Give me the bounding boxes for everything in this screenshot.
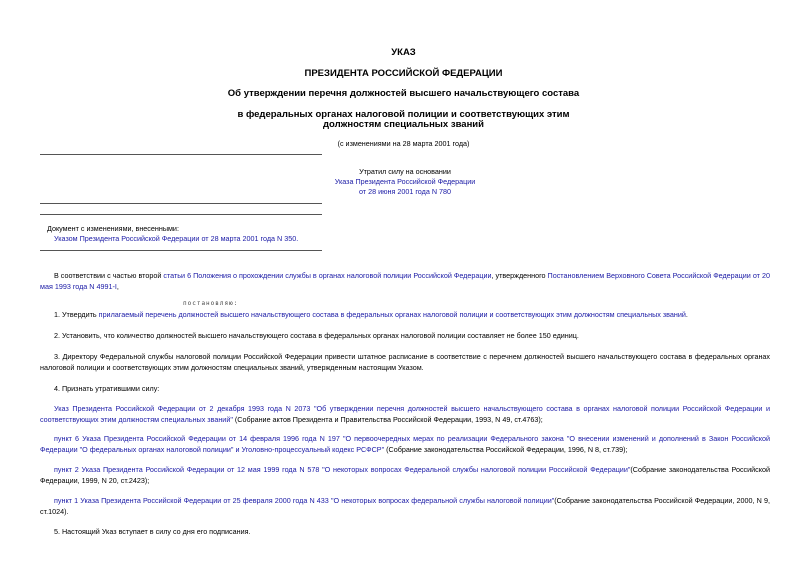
validity-note: Утратил силу на основании [359,167,451,176]
decree-word: постановляю: [183,300,239,307]
divider [40,250,322,251]
preamble-link-statute[interactable]: статьи 6 Положения о прохождении службы в органах налоговой полиции Российской Федерации [163,271,492,280]
decree-title: УКАЗ [391,47,416,58]
preamble-text: , утвержденного [491,271,548,280]
repealed-3-link[interactable]: пункт 2 Указа Президента Российской Федерации от 12 мая 1999 года N 578 "О некоторых вопросах Федеральной службы налоговой полиции Российской Федерации" [54,465,631,474]
subject-line-3: должностям специальных званий [323,119,484,130]
item-1 [40,310,770,321]
item-1-link[interactable]: прилагаемый перечень должностей высшего начальствующего состава в федеральных органах налоговой полиции и соответствующих этим должностям специальных званий [98,310,686,319]
repealed-1-source: (Собрание актов Президента и Правительства Российской Федерации, 1993, N 49, ст.4763); [232,414,543,424]
repealed-2 [40,434,770,455]
item-3: 3. Директору Федеральной службы налоговой полиции Российской Федерации привести штатное расписание в соответствие с перечнем должностей высшего начальствующего состава в федеральных органах налоговой полиции и соответствующих этим должностям специальных званий, утвержденным настоящим Указом. [40,352,770,372]
divider [40,203,322,204]
repealed-1-link[interactable]: Указ Президента Российской Федерации от 2 декабря 1993 года N 2073 "Об утверждении перечня должностей высшего начальствующего состава в органах налоговой полиции Российской Федерации и соответствующих этим должностям специальных званий" [40,404,770,424]
issuer-title: ПРЕЗИДЕНТА РОССИЙСКОЙ ФЕДЕРАЦИИ [304,68,503,79]
amended-link[interactable]: Указом Президента Российской Федерации от 28 марта 2001 года N 350. [54,234,299,243]
repealed-4-source: (Собрание законодательства Российской Федерации, 2000, N 9, ст.1024). [40,496,770,516]
repealed-2-source: (Собрание законодательства Российской Федерации, 1996, N 8, ст.739); [384,444,628,454]
item-text: . [685,310,688,319]
changes-note: (с изменениями на 28 марта 2001 года) [337,139,470,148]
subject-line-2: в федеральных органах налоговой полиции и соответствующих этим [237,109,570,120]
subject-line-1: Об утверждении перечня должностей высшего начальствующего состава [227,88,580,99]
repealed-4-link[interactable]: пункт 1 Указа Президента Российской Федерации от 25 февраля 2000 года N 433 "О некоторых вопросах федеральной службы налоговой полиции" [54,496,555,505]
repealed-1 [40,404,770,425]
repealed-3-source: (Собрание законодательства Российской Федерации, 1999, N 20, ст.2423); [40,465,771,485]
preamble [40,271,770,292]
repealed-2-link[interactable]: пункт 6 Указа Президента Российской Федерации от 14 февраля 1996 года N 197 "О первоочередных мерах по реализации Федерального закона "О внесении изменений и дополнений в Закон Российской Федерации "О федеральных органах налоговой полиции" и Уголовно-процессуальный кодекс РСФСР" [40,434,770,454]
divider [40,214,322,215]
amended-label: Документ с изменениями, внесенными: [47,224,179,233]
repealed-4 [40,496,770,517]
preamble-text: В соответствии с частью второй [54,271,164,280]
preamble-text: , [116,281,119,291]
repealed-3 [40,465,770,486]
validity-link-date[interactable]: от 28 июня 2001 года N 780 [358,187,452,196]
divider [40,154,322,155]
item-4: 4. Признать утратившими силу: [54,384,160,393]
item-2: 2. Установить, что количество должностей высшего начальствующего состава в федеральных органах налоговой полиции составляет не более 150 единиц. [54,331,579,340]
preamble-link-resolution[interactable]: Постановлением Верховного Совета Российской Федерации от 20 мая 1993 года N 4991-I [40,271,770,291]
item-text: 1. Утвердить [54,310,99,319]
validity-link-decree[interactable]: Указа Президента Российской Федерации [334,177,476,186]
item-5: 5. Настоящий Указ вступает в силу со дня его подписания. [54,527,251,536]
